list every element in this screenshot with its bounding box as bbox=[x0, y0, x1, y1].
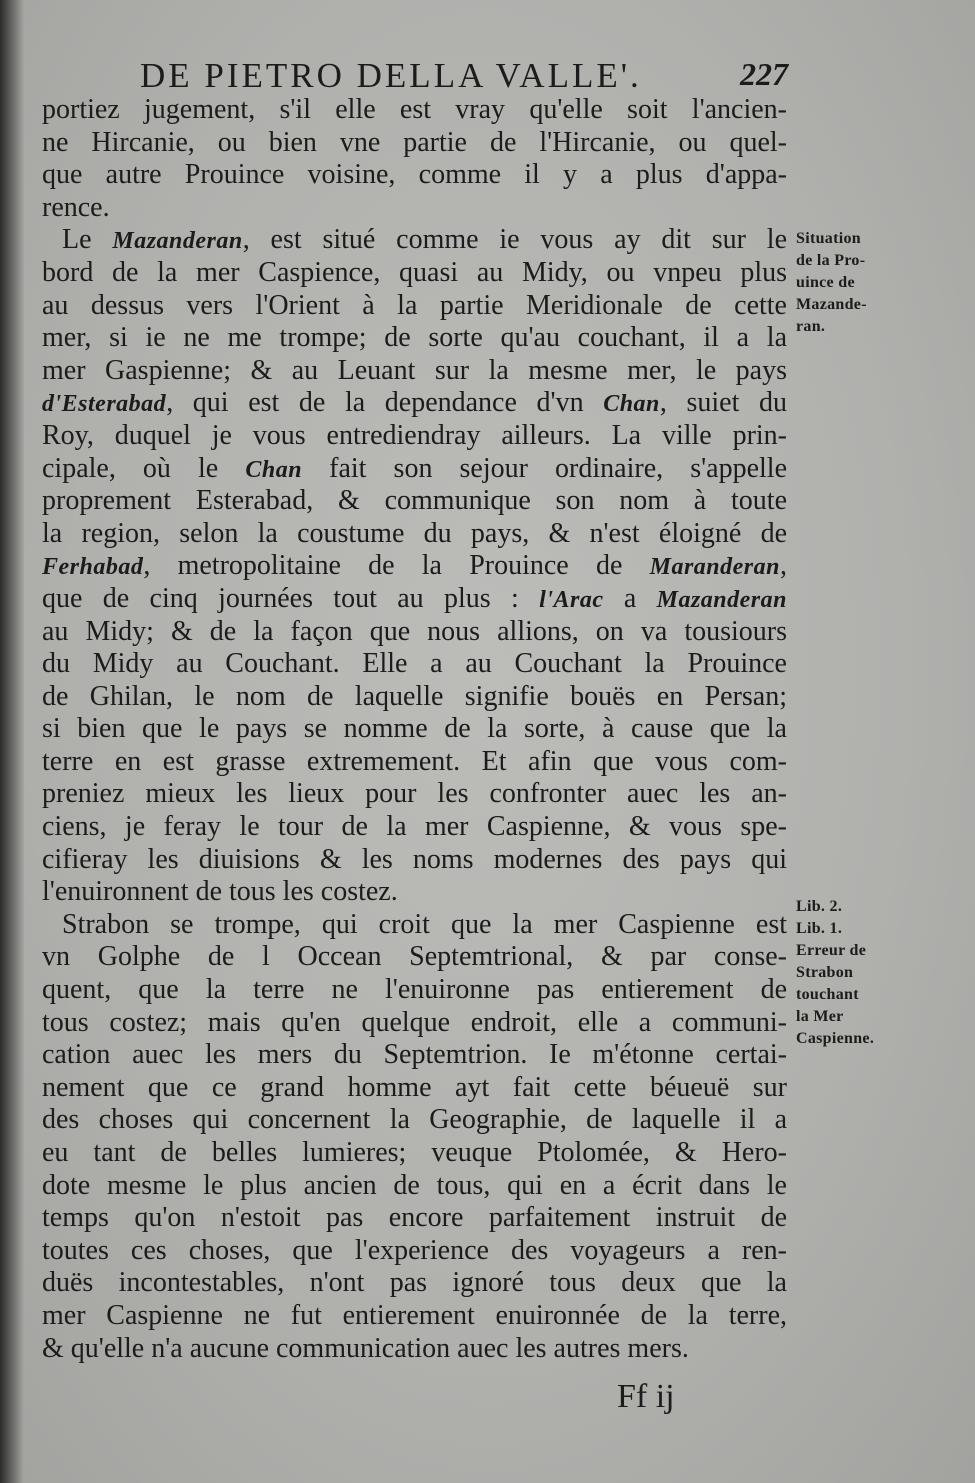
text-line: si bien que le pays se nomme de la sorte, à cause que la bbox=[42, 713, 787, 745]
text-line: Ferhabad, metropolitaine de la Prouince de Maranderan, bbox=[42, 550, 787, 582]
italic-term: Mazanderan bbox=[112, 228, 243, 255]
text-line: mer Caspienne ne fut entierement enuironnée de la terre, bbox=[42, 1299, 787, 1331]
margin-note-line: la Mer bbox=[796, 1008, 844, 1025]
text-line: terre en est grasse extremement. Et afin que vous com- bbox=[42, 745, 787, 777]
text-line: ciens, je feray le tour de la mer Caspienne, & vous spe- bbox=[42, 811, 787, 843]
italic-term: Maranderan bbox=[649, 554, 780, 581]
text-line: Le Mazanderan, est situé comme ie vous ay dit sur le bbox=[62, 224, 788, 256]
page-header bbox=[140, 52, 790, 96]
text-line: nement que ce grand homme ayt fait cette béueuë sur bbox=[42, 1071, 787, 1103]
margin-note-line: uince de bbox=[796, 274, 855, 291]
text-line: dote mesme le plus ancien de tous, qui en a écrit dans le bbox=[42, 1169, 787, 1201]
text-line: quent, que la terre ne l'enuironne pas entierement de bbox=[42, 974, 787, 1006]
margin-note-line: Lib. 2. bbox=[796, 898, 843, 915]
margin-note-line: Erreur de bbox=[796, 942, 867, 959]
page-number: 227 bbox=[740, 56, 788, 92]
text-line: de Ghilan, le nom de laquelle signifie bouës en Persan; bbox=[42, 680, 787, 712]
text-line: cation auec les mers du Septemtrion. Ie m'étonne certai- bbox=[42, 1039, 787, 1071]
text-line: que autre Prouince voisine, comme il y a plus d'appa- bbox=[42, 159, 787, 191]
text-line: cipale, où le Chan fait son sejour ordinaire, s'appelle bbox=[42, 452, 787, 484]
text-line: la region, selon la coustume du pays, & n'est éloigné de bbox=[42, 517, 787, 549]
running-title: DE PIETRO DELLA VALLE'. bbox=[140, 56, 642, 95]
margin-note-line: de la Pro- bbox=[796, 252, 866, 269]
text-line: proprement Esterabad, & communique son nom à toute bbox=[42, 485, 787, 517]
italic-term: l'Arac bbox=[539, 586, 604, 613]
margin-note-situation bbox=[796, 228, 896, 338]
text-line: Roy, duquel je vous entrediendray ailleurs. La ville prin- bbox=[42, 419, 787, 451]
italic-term: Ferhabad bbox=[42, 554, 144, 581]
text-line: temps qu'on n'estoit pas encore parfaitement instruit de bbox=[42, 1202, 787, 1234]
text-line: mer Gaspienne; & au Leuant sur la mesme mer, le pays bbox=[42, 354, 787, 386]
italic-term: Chan bbox=[603, 391, 660, 418]
margin-note-line: ran. bbox=[796, 318, 826, 335]
text-line: mer, si ie ne me trompe; de sorte qu'au couchant, il a la bbox=[42, 322, 787, 354]
italic-term: d'Esterabad bbox=[42, 391, 167, 418]
text-line: bord de la mer Caspience, quasi au Midy, ou vnpeu plus bbox=[42, 256, 787, 288]
margin-note-line: Caspienne. bbox=[796, 1030, 875, 1047]
margin-note-line: touchant bbox=[796, 986, 859, 1003]
text-line: toutes ces choses, que l'experience des voyageurs a ren- bbox=[42, 1234, 787, 1266]
text-line: d'Esterabad, qui est de la dependance d'vn Chan, suiet du bbox=[42, 387, 787, 419]
text-line: duës incontestables, n'ont pas ignoré tous deux que la bbox=[42, 1267, 787, 1299]
italic-term: Mazanderan bbox=[656, 586, 787, 613]
text-line: tous costez; mais qu'en quelque endroit, elle a communi- bbox=[42, 1006, 787, 1038]
italic-term: Chan bbox=[245, 456, 303, 483]
margin-note-strabon bbox=[796, 896, 896, 1050]
text-line: preniez mieux les lieux pour les confronter auec les an- bbox=[42, 778, 787, 810]
text-line: du Midy au Couchant. Elle a au Couchant la Prouince bbox=[42, 648, 787, 680]
text-line: rence. bbox=[42, 191, 110, 223]
text-line: & qu'elle n'a aucune communication auec les autres mers. bbox=[42, 1332, 689, 1364]
binding-gutter bbox=[0, 0, 24, 1483]
body-text bbox=[42, 94, 787, 1365]
text-line: ne Hircanie, ou bien vne partie de l'Hircanie, ou quel- bbox=[42, 126, 787, 158]
text-line: au dessus vers l'Orient à la partie Meridionale de cette bbox=[42, 289, 787, 321]
text-line: des choses qui concernent la Geographie, de laquelle il a bbox=[42, 1104, 787, 1136]
margin-note-line: Situation bbox=[796, 230, 861, 247]
signature-mark: Ff ij bbox=[617, 1378, 675, 1415]
text-line: Strabon se trompe, qui croit que la mer Caspienne est bbox=[62, 908, 787, 940]
margin-note-line: Mazande- bbox=[796, 296, 867, 313]
text-line: cifieray les diuisions & les noms modernes des pays qui bbox=[42, 843, 787, 875]
text-line: l'enuironnent de tous les costez. bbox=[42, 876, 398, 908]
margin-note-line: Strabon bbox=[796, 964, 854, 981]
text-line: eu tant de belles lumieres; veuque Ptolomée, & Hero- bbox=[42, 1137, 787, 1168]
text-line: que de cinq journées tout au plus : l'Arac a Mazanderan bbox=[42, 582, 787, 614]
text-line: portiez jugement, s'il elle est vray qu'elle soit l'ancien- bbox=[42, 94, 787, 125]
text-line: vn Golphe de l Occean Septemtrional, & par conse- bbox=[42, 941, 787, 973]
text-line: au Midy; & de la façon que nous allions, on va tousiours bbox=[42, 615, 787, 647]
margin-note-line: Lib. 1. bbox=[796, 920, 843, 937]
